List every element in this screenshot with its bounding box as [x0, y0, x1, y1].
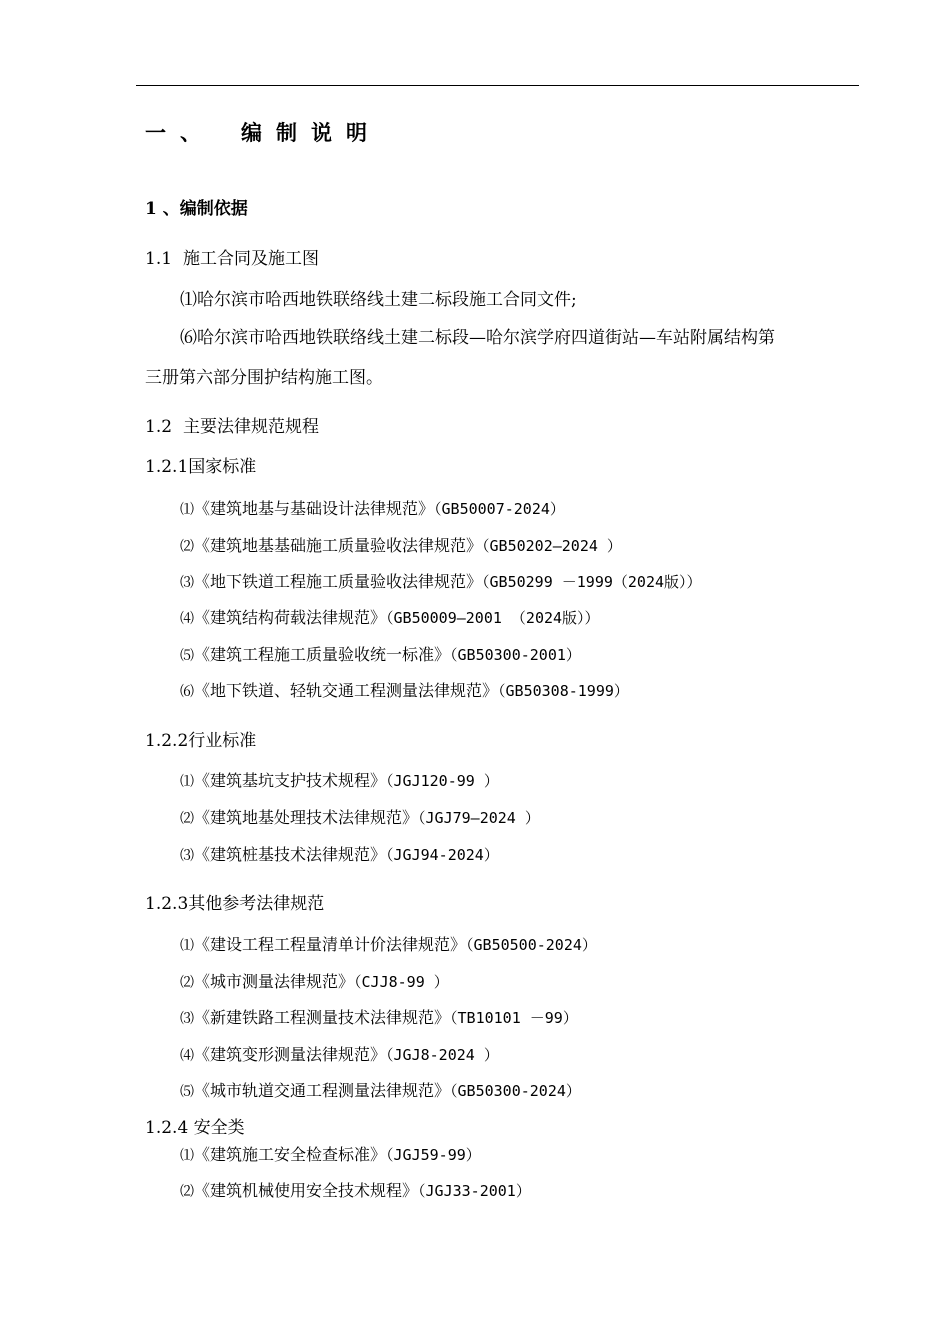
heading-1-2-4: 1.2.4 安全类: [145, 1118, 245, 1138]
heading-number: 1.2: [145, 417, 173, 437]
item-marker: ⑶: [180, 575, 194, 591]
item-code: （GB50308-1999）: [498, 682, 629, 700]
item-marker: ⑷: [180, 611, 194, 627]
item-title: 《建筑施工安全检查标准》: [194, 1145, 387, 1164]
item-code: （JGJ59-99）: [386, 1146, 481, 1164]
header-rule: [136, 85, 859, 86]
item-title: 《新建铁路工程测量技术法律规范》: [194, 1008, 451, 1027]
item-code: （GB50300-2024）: [450, 1082, 581, 1100]
section-title: [145, 122, 381, 143]
list-item: [180, 501, 565, 517]
item-marker: ⑵: [180, 975, 194, 991]
heading-1-1: [145, 251, 319, 268]
list-item: [180, 1147, 481, 1163]
item-marker: ⑵: [180, 1184, 194, 1200]
item-marker: ⑷: [180, 1048, 194, 1064]
item-marker: ⑸: [180, 1084, 194, 1100]
heading-1-2-1: 1.2.1国家标准: [145, 457, 257, 477]
list-item: [180, 974, 449, 990]
heading-text: 施工合同及施工图: [183, 249, 319, 269]
item-title: 《建筑桩基技术法律规范》: [194, 845, 387, 864]
item-title: 《建筑机械使用安全技术规程》: [194, 1181, 419, 1200]
item-marker: ⑴: [180, 938, 194, 954]
list-item: [180, 1083, 581, 1099]
item-marker: ⑴: [180, 502, 194, 518]
item-code: （GB50500-2024）: [466, 936, 597, 954]
paragraph-line: 三册第六部分围护结构施工图。: [145, 368, 383, 388]
list-item: [180, 847, 499, 863]
list-item: [180, 1010, 578, 1026]
item-title: 《建筑地基基础施工质量验收法律规范》: [194, 536, 483, 555]
item-title: 《建筑变形测量法律规范》: [194, 1045, 387, 1064]
list-item: [180, 1047, 499, 1063]
item-marker: ⑵: [180, 811, 194, 827]
item-code: （JGJ94-2024）: [386, 846, 499, 864]
item-code: （GB50299 －1999（2024版））: [482, 573, 702, 591]
item-title: 《地下铁道、轻轨交通工程测量法律规范》: [194, 681, 499, 700]
list-item: [180, 773, 499, 789]
item-title: 《地下铁道工程施工质量验收法律规范》: [194, 572, 483, 591]
item-marker: ⑴: [180, 1148, 194, 1164]
item-code: （JGJ33-2001）: [418, 1182, 531, 1200]
item-marker: ⑶: [180, 1011, 194, 1027]
list-item: [180, 538, 622, 554]
item-title: 《建设工程工程量清单计价法律规范》: [194, 935, 467, 954]
item-code: （GB50009—2001 （2024版））: [386, 609, 600, 627]
subsection-heading: 1 、编制依据: [145, 199, 248, 219]
item-title: 《建筑基坑支护技术规程》: [194, 771, 387, 790]
heading-number: 1.1: [145, 249, 173, 269]
section-title-text: 编制说明: [241, 120, 381, 145]
heading-1-2: [145, 419, 319, 436]
item-code: （JGJ120-99 ）: [386, 772, 499, 790]
paragraph-line: ⑴哈尔滨市哈西地铁联络线土建二标段施工合同文件;: [180, 290, 577, 310]
heading-1-2-2: 1.2.2行业标准: [145, 731, 257, 751]
item-marker: ⑶: [180, 848, 194, 864]
item-code: （JGJ79—2024 ）: [418, 809, 540, 827]
item-code: （GB50300-2001）: [450, 646, 581, 664]
list-item: [180, 810, 540, 826]
item-marker: ⑵: [180, 539, 194, 555]
item-title: 《城市轨道交通工程测量法律规范》: [194, 1081, 451, 1100]
item-title: 《建筑工程施工质量验收统一标准》: [194, 645, 451, 664]
item-code: （GB50202—2024 ）: [482, 537, 622, 555]
item-title: 《城市测量法律规范》: [194, 972, 355, 991]
paragraph-line: ⑹哈尔滨市哈西地铁联络线土建二标段—哈尔滨学府四道街站—车站附属结构第: [180, 328, 775, 348]
list-item: [180, 937, 597, 953]
heading-1-2-3: 1.2.3其他参考法律规范: [145, 894, 325, 914]
item-title: 《建筑结构荷载法律规范》: [194, 608, 387, 627]
item-code: （TB10101 －99）: [450, 1009, 578, 1027]
item-marker: ⑹: [180, 684, 194, 700]
item-marker: ⑴: [180, 774, 194, 790]
item-title: 《建筑地基与基础设计法律规范》: [194, 499, 435, 518]
item-title: 《建筑地基处理技术法律规范》: [194, 808, 419, 827]
list-item: [180, 574, 702, 590]
item-code: （GB50007-2024）: [434, 500, 565, 518]
list-item: [180, 610, 600, 626]
item-code: （JGJ8-2024 ）: [386, 1046, 499, 1064]
item-code: （CJJ8-99 ）: [354, 973, 449, 991]
heading-text: 主要法律规范规程: [183, 417, 319, 437]
section-number: 一、: [145, 120, 215, 145]
list-item: [180, 683, 629, 699]
list-item: [180, 1183, 531, 1199]
list-item: [180, 647, 581, 663]
item-marker: ⑸: [180, 648, 194, 664]
